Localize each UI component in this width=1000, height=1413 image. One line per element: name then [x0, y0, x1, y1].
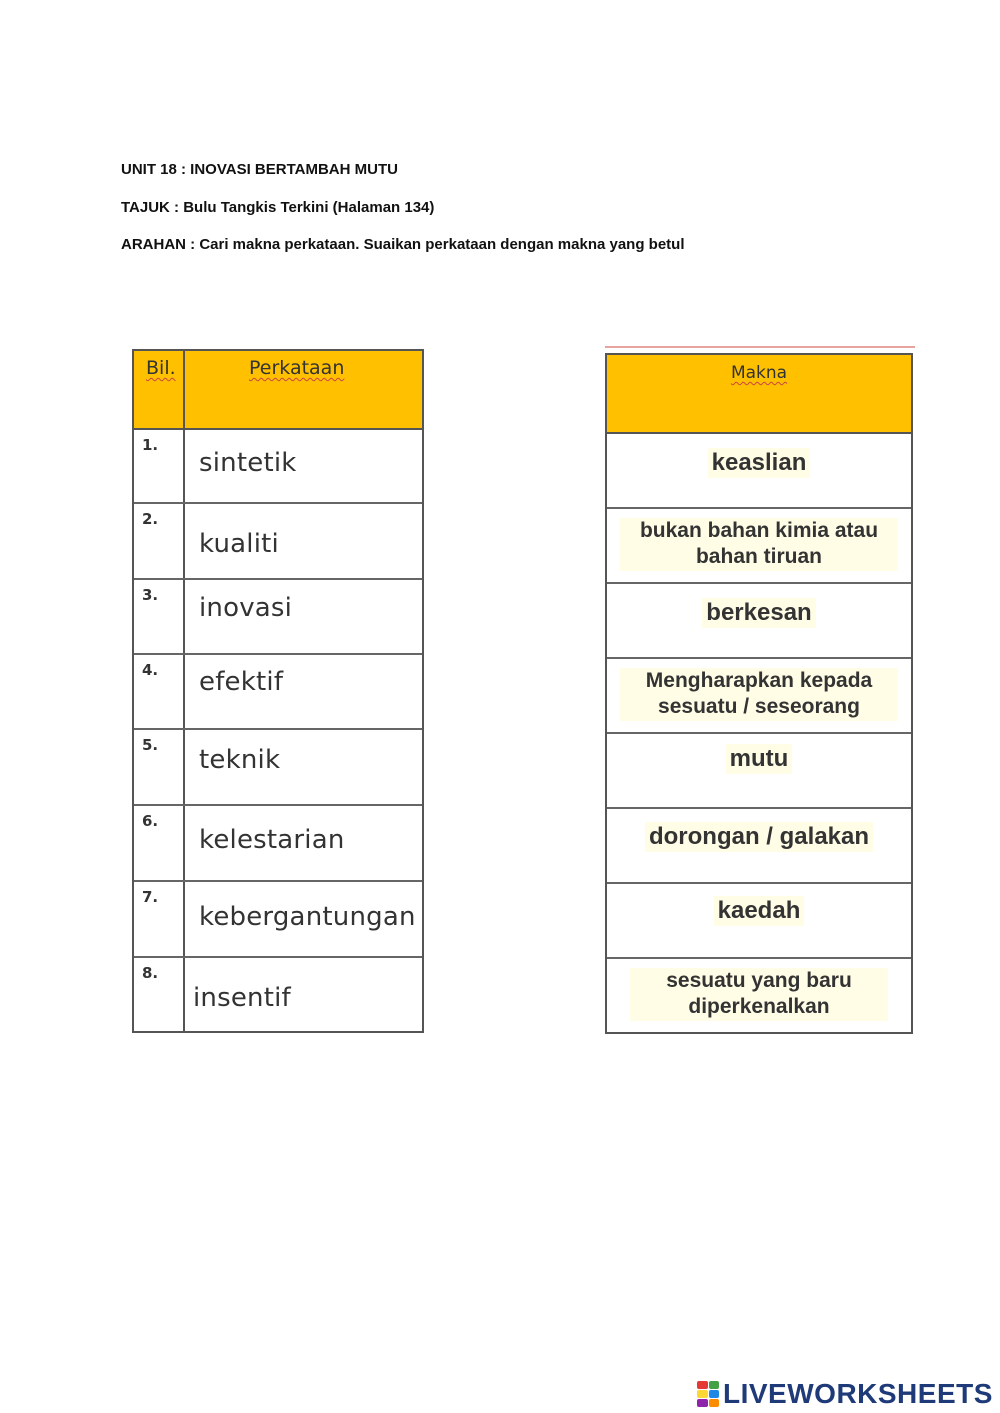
liveworksheets-logo	[697, 1378, 993, 1410]
word-text: teknik	[199, 745, 281, 775]
meaning-row[interactable]	[607, 584, 911, 659]
word-text: kebergantungan	[199, 902, 416, 932]
meaning-text: bukan bahan kimia atau bahan tiruan	[620, 518, 898, 571]
word-text: sintetik	[199, 448, 297, 478]
logo-text: LIVEWORKSHEETS	[723, 1378, 993, 1409]
meaning-text: berkesan	[702, 598, 815, 628]
word-text: kualiti	[199, 529, 279, 559]
meaning-text: Mengharapkan kepada sesuatu / seseorang	[620, 668, 898, 721]
meaning-text: mutu	[726, 744, 793, 774]
word-row	[134, 504, 422, 580]
row-number: 4.	[142, 661, 159, 679]
meaning-row[interactable]	[607, 434, 911, 509]
row-number: 6.	[142, 812, 159, 830]
row-number: 2.	[142, 510, 159, 528]
perkataan-header: Perkataan	[249, 357, 345, 379]
meaning-table-header	[607, 355, 911, 434]
row-number: 7.	[142, 888, 159, 906]
word-text: kelestarian	[199, 825, 345, 855]
word-text: inovasi	[199, 593, 293, 623]
word-row	[134, 580, 422, 655]
word-text: efektif	[199, 667, 284, 697]
word-row	[134, 730, 422, 806]
logo-icon	[697, 1381, 719, 1407]
meaning-row[interactable]	[607, 884, 911, 959]
arahan-line: ARAHAN : Cari makna perkataan. Suaikan perkataan dengan makna yang betul	[121, 236, 685, 253]
divider	[605, 346, 915, 348]
row-number: 8.	[142, 964, 159, 982]
word-row	[134, 655, 422, 730]
meaning-row[interactable]	[607, 809, 911, 884]
row-number: 5.	[142, 736, 159, 754]
meaning-row[interactable]	[607, 734, 911, 809]
meaning-text: dorongan / galakan	[645, 822, 873, 852]
word-row	[134, 430, 422, 504]
word-row	[134, 882, 422, 958]
bil-header: Bil.	[146, 357, 176, 379]
word-text: insentif	[193, 983, 291, 1013]
word-table-header	[134, 351, 422, 430]
meaning-table	[605, 353, 913, 1034]
row-number: 1.	[142, 436, 159, 454]
meaning-text: sesuatu yang baru diperkenalkan	[630, 968, 888, 1021]
meaning-row[interactable]	[607, 659, 911, 734]
meaning-text: kaedah	[714, 896, 805, 926]
tajuk-line: TAJUK : Bulu Tangkis Terkini (Halaman 134)	[121, 199, 435, 216]
meaning-row[interactable]	[607, 959, 911, 1032]
word-table	[132, 349, 424, 1033]
meaning-row[interactable]	[607, 509, 911, 584]
row-number: 3.	[142, 586, 159, 604]
meaning-text: keaslian	[708, 448, 811, 478]
makna-header: Makna	[730, 363, 788, 383]
word-row	[134, 958, 422, 1031]
word-row	[134, 806, 422, 882]
unit-title: UNIT 18 : INOVASI BERTAMBAH MUTU	[121, 161, 398, 178]
